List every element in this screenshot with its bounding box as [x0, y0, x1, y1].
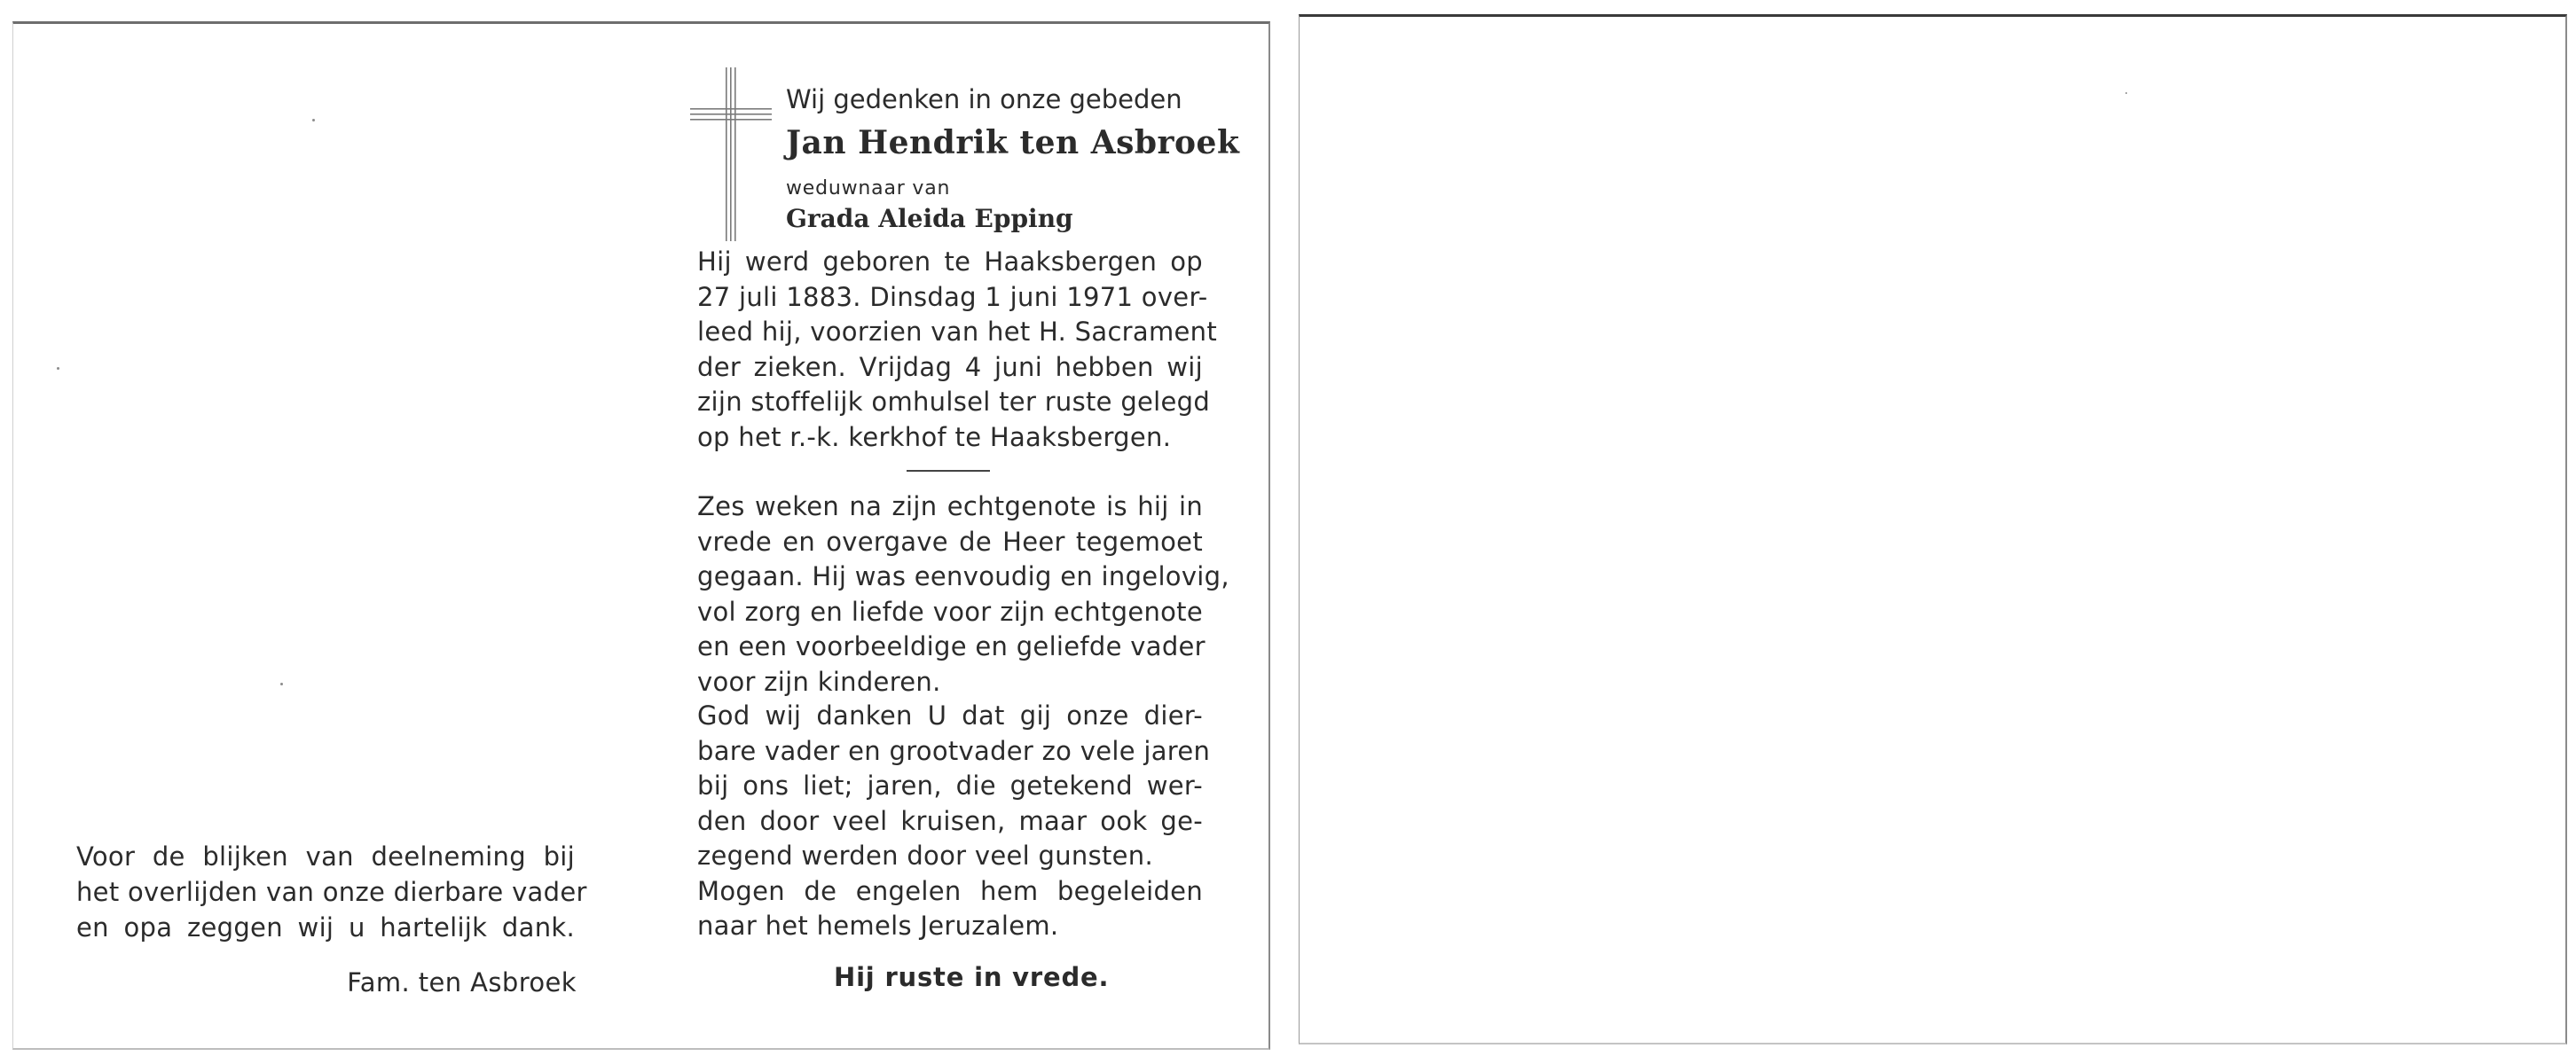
text-line: op het r.-k. kerkhof te Haaksbergen.: [697, 421, 1172, 452]
remembrance-paragraph: [697, 489, 1229, 700]
section-divider: [907, 470, 990, 472]
text-line: God wij danken U dat gij onze dier-: [697, 700, 1203, 731]
text-line: der zieken. Vrijdag 4 juni hebben wij: [697, 351, 1203, 382]
text-line: zijn stoffelijk omhulsel ter ruste gelegd: [697, 387, 1211, 417]
text-line: naar het hemels Jeruzalem.: [697, 911, 1059, 941]
prayer-paragraph: [697, 699, 1211, 944]
text-line: voor zijn kinderen.: [697, 666, 941, 697]
text-line: Mogen de engelen hem begeleiden: [697, 875, 1203, 906]
text-line: bij ons liet; jaren, die getekend wer-: [697, 771, 1203, 801]
closing-blessing: Hij ruste in vrede.: [834, 962, 1110, 992]
cross-icon: [690, 67, 772, 241]
text-line: Voor de blijken van deelneming bij: [76, 841, 575, 872]
text-line: zegend werden door veel gunsten.: [697, 841, 1153, 871]
text-line: Zes weken na zijn echtgenote is hij in: [697, 491, 1203, 521]
paper-speck: [280, 683, 283, 685]
paper-speck: [312, 119, 315, 121]
spouse-name: Grada Aleida Epping: [786, 204, 1073, 233]
text-line: het overlijden van onze dierbare vader: [76, 877, 587, 907]
text-line: den door veel kruisen, maar ook ge-: [697, 805, 1203, 836]
biography-paragraph: [697, 245, 1218, 455]
text-line: en een voorbeeldige en geliefde vader: [697, 631, 1206, 661]
deceased-name: Jan Hendrik ten Asbroek: [786, 124, 1240, 161]
text-line: bare vader en grootvader zo vele jaren: [697, 735, 1211, 766]
text-line: gegaan. Hij was eenvoudig en ingelovig,: [697, 561, 1229, 591]
text-line: 27 juli 1883. Dinsdag 1 juni 1971 over-: [697, 281, 1208, 312]
thanks-paragraph: [76, 839, 587, 945]
paper-speck: [57, 367, 59, 370]
text-line: leed hij, voorzien van het H. Sacrament: [697, 317, 1218, 347]
text-line: vol zorg en liefde voor zijn echtgenote: [697, 596, 1203, 627]
text-line: vrede en overgave de Heer tegemoet: [697, 526, 1203, 557]
family-signoff: Fam. ten Asbroek: [347, 967, 577, 998]
paper-speck: [2125, 92, 2127, 94]
memorial-card-back: [1299, 14, 2567, 1044]
intro-text: Wij gedenken in onze gebeden: [786, 84, 1182, 114]
text-line: en opa zeggen wij u hartelijk dank.: [76, 912, 575, 943]
text-line: Hij werd geboren te Haaksbergen op: [697, 246, 1203, 277]
widower-of-label: weduwnaar van: [786, 177, 951, 200]
